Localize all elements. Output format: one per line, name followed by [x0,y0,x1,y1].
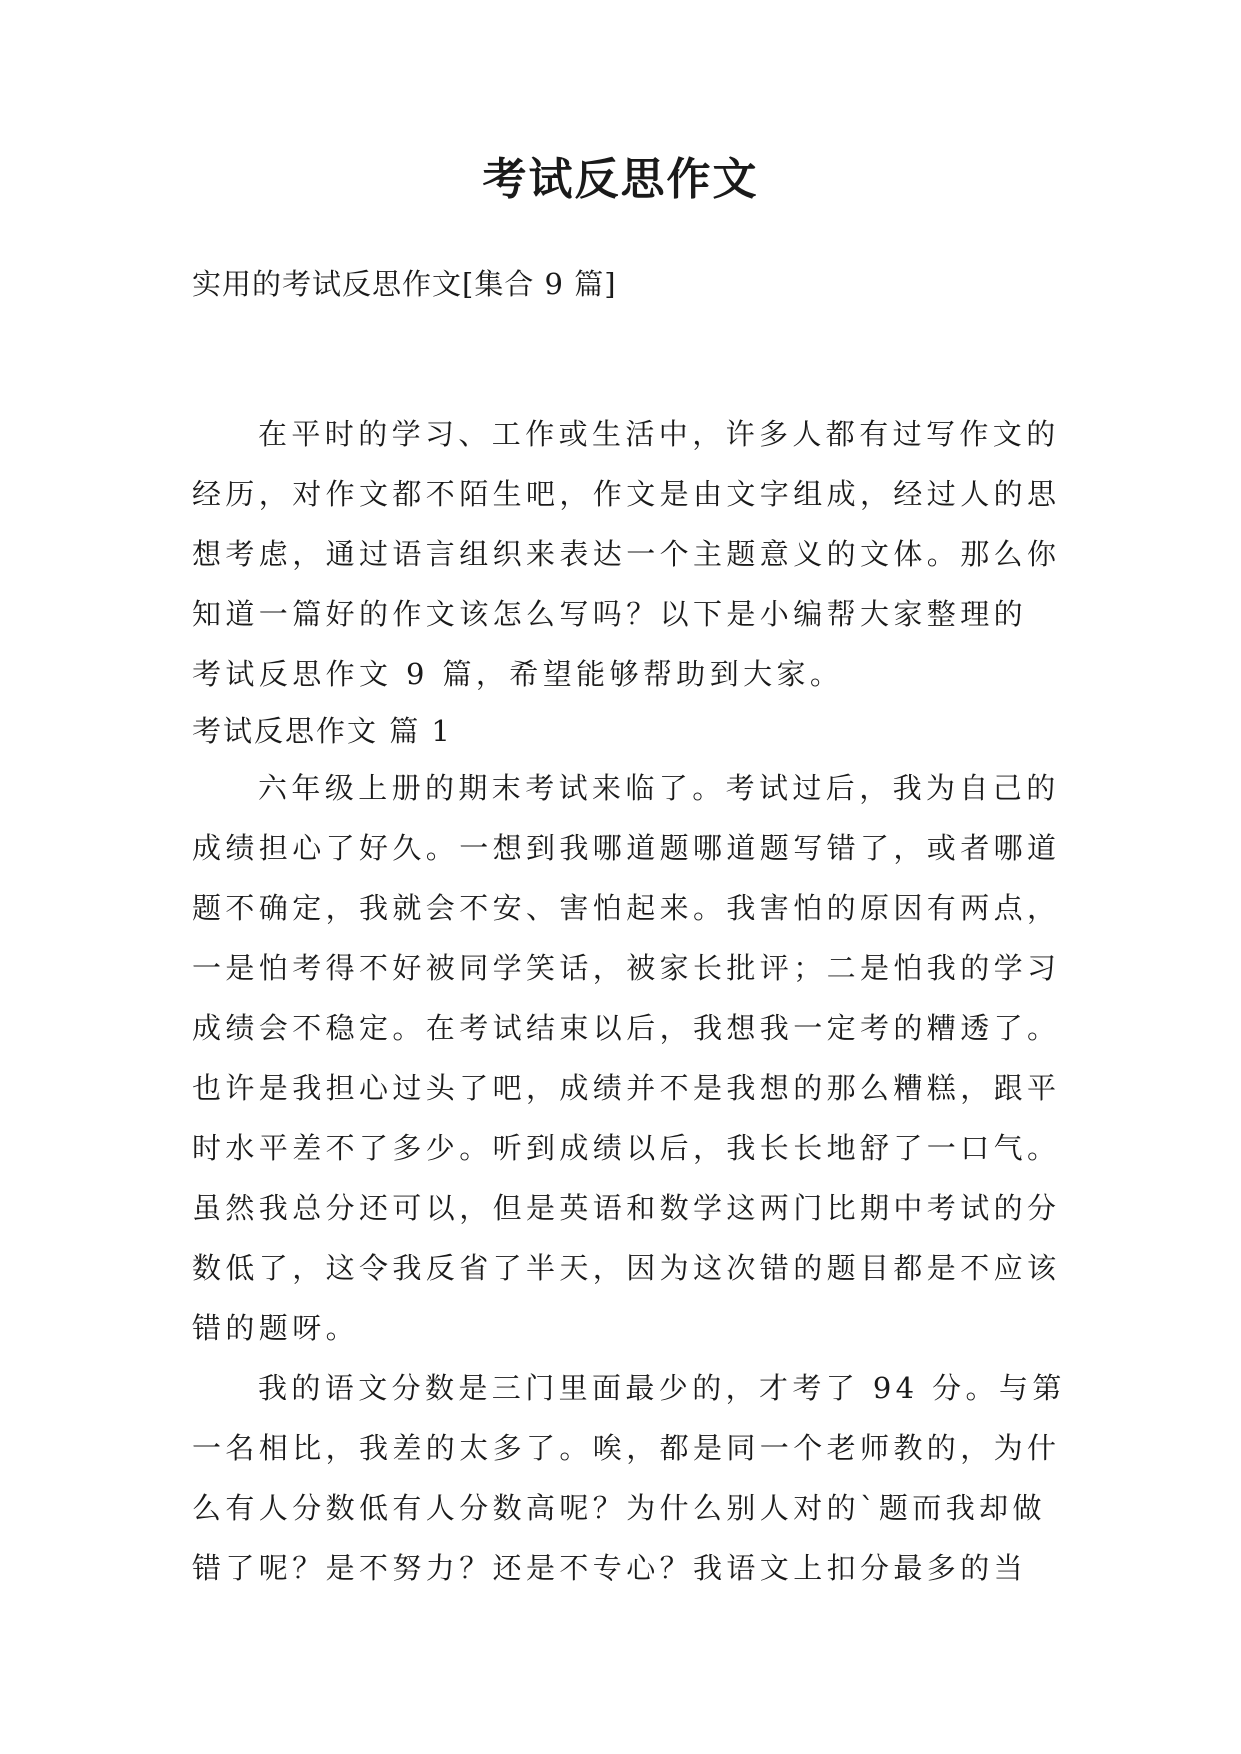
text-line: 题不确定，我就会不安、害怕起来。我害怕的原因有两点， [192,891,1061,925]
text-line: 考试反思作文 9 篇，希望能够帮助到大家。 [192,657,844,691]
paragraph-2 [192,1358,1066,1598]
text-line: 成绩会不稳定。在考试结束以后，我想我一定考的糟透了。 [192,1011,1061,1045]
text-line: 知道一篇好的作文该怎么写吗？以下是小编帮大家整理的 [192,597,1028,631]
text-line: 一名相比，我差的太多了。唉，都是同一个老师教的，为什 [192,1431,1061,1465]
text-line: 错了呢？是不努力？还是不专心？我语文上扣分最多的当 [192,1551,1028,1585]
text-line: 虽然我总分还可以，但是英语和数学这两门比期中考试的分 [192,1191,1061,1225]
document-subtitle: 实用的考试反思作文[集合 9 篇] [192,267,617,301]
text-line: 成绩担心了好久。一想到我哪道题哪道题写错了，或者哪道 [192,831,1061,865]
text-line: 想考虑，通过语言组织来表达一个主题意义的文体。那么你 [192,537,1061,571]
text-line: 错的题呀。 [192,1311,360,1345]
section-heading: 考试反思作文 篇 1 [192,714,452,748]
text-line: 经历，对作文都不陌生吧，作文是由文字组成，经过人的思 [192,477,1061,511]
text-line: 我的语文分数是三门里面最少的，才考了 94 分。与第 [258,1371,1066,1405]
text-line: 时水平差不了多少。听到成绩以后，我长长地舒了一口气。 [192,1131,1061,1165]
document-title: 考试反思作文 [482,154,759,205]
intro-paragraph [192,404,1061,704]
text-line: 数低了，这令我反省了半天，因为这次错的题目都是不应该 [192,1251,1061,1285]
text-line: 六年级上册的期末考试来临了。考试过后，我为自己的 [258,771,1060,805]
document-body [192,404,1066,1598]
text-line: 也许是我担心过头了吧，成绩并不是我想的那么糟糕，跟平 [192,1071,1061,1105]
text-line: 在平时的学习、工作或生活中，许多人都有过写作文的 [258,417,1060,451]
text-line: 么有人分数低有人分数高呢？为什么别人对的`题而我却做 [192,1491,1046,1525]
paragraph-1 [192,758,1061,1358]
text-line: 一是怕考得不好被同学笑话，被家长批评；二是怕我的学习 [192,951,1061,985]
